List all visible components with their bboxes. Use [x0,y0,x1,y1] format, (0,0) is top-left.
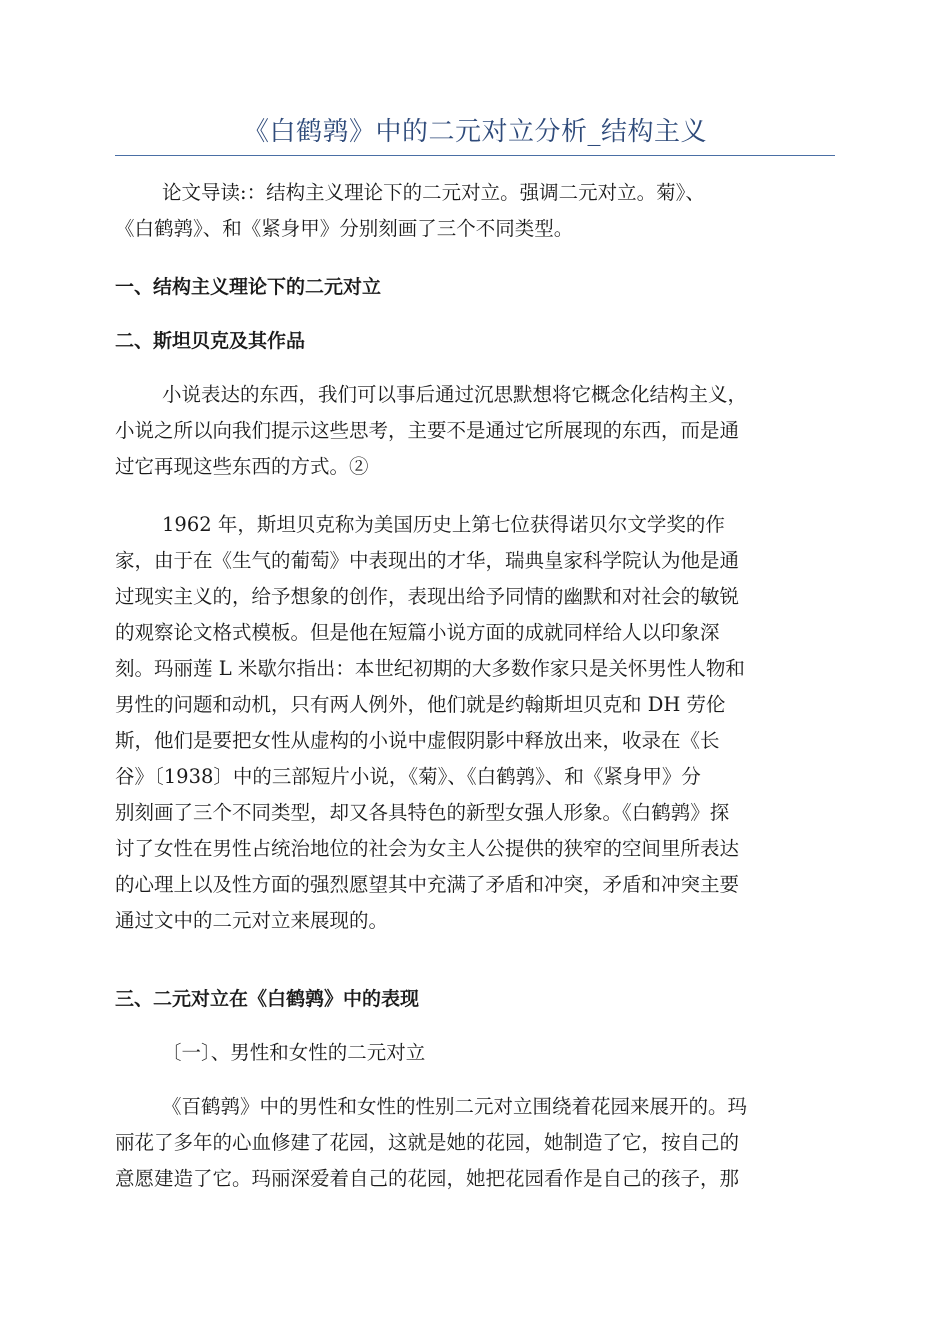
paragraph-line: 1962 年，斯坦贝克称为美国历史上第七位获得诺贝尔文学奖的作 [162,513,725,536]
paragraph-line: 谷》〔1938〕中的三部短片小说，《菊》、《白鹤鹑》、和《紧身甲》分 [115,765,701,788]
body-paragraph-2 [115,507,835,939]
paragraph-line: 的心理上以及性方面的强烈愿望其中充满了矛盾和冲突，矛盾和冲突主要 [115,873,740,896]
paragraph-line: 小说之所以向我们提示这些思考，主要不是通过它所展现的东西，而是通 [115,419,740,442]
section-heading-3: 三、二元对立在《白鹤鹑》中的表现 [115,988,420,1010]
paragraph-line: 别刻画了三个不同类型，却又各具特色的新型女强人形象。《白鹤鹑》探 [115,801,730,824]
intro-paragraph [115,175,835,247]
body-paragraph-3 [115,1089,835,1197]
paragraph-line: 家，由于在《生气的葡萄》中表现出的才华，瑞典皇家科学院认为他是通 [115,549,740,572]
paragraph-line: 意愿建造了它。玛丽深爱着自己的花园，她把花园看作是自己的孩子，那 [115,1167,740,1190]
paragraph-line: 的观察论文格式模板。但是他在短篇小说方面的成就同样给人以印象深 [115,621,720,644]
paragraph-line: 通过文中的二元对立来展现的。 [115,909,389,932]
paragraph-line: 男性的问题和动机，只有两人例外，他们就是约翰斯坦贝克和 DH 劳伦 [115,693,726,716]
paragraph-line: 丽花了多年的心血修建了花园，这就是她的花园，她制造了它，按自己的 [115,1131,740,1154]
paragraph-line: 《百鹤鹑》中的男性和女性的性别二元对立围绕着花园来展开的。玛 [162,1095,748,1118]
document-title: 《白鹤鹑》中的二元对立分析_结构主义 [242,117,707,147]
intro-line: 论文导读:：结构主义理论下的二元对立。强调二元对立。菊》、 [162,181,705,204]
subsection-heading-1: 〔一〕、男性和女性的二元对立 [162,1041,426,1064]
section-heading-2: 二、斯坦贝克及其作品 [115,330,306,352]
intro-line: 《白鹤鹑》、和《紧身甲》分别刻画了三个不同类型。 [115,217,574,240]
paragraph-line: 过现实主义的，给予想象的创作，表现出给予同情的幽默和对社会的敏锐 [115,585,740,608]
paragraph-line: 过它再现这些东西的方式。② [115,455,369,478]
title-underline [115,155,835,156]
paragraph-line: 小说表达的东西，我们可以事后通过沉思默想将它概念化结构主义， [162,383,748,406]
paragraph-line: 讨了女性在男性占统治地位的社会为女主人公提供的狭窄的空间里所表达 [115,837,740,860]
body-paragraph-1 [115,377,835,485]
paragraph-line: 刻。玛丽莲 L 米歇尔指出：本世纪初期的大多数作家只是关怀男性人物和 [115,657,745,680]
section-heading-1: 一、结构主义理论下的二元对立 [115,276,382,298]
paragraph-line: 斯，他们是要把女性从虚构的小说中虚假阴影中释放出来，收录在《长 [115,729,720,752]
